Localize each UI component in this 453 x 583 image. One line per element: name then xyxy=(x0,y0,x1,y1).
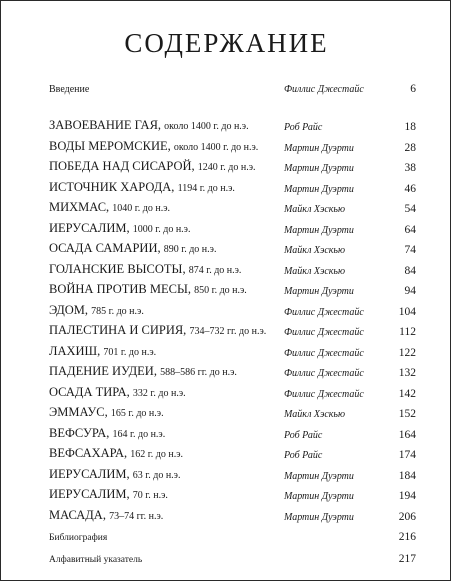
entry-page: 6 xyxy=(410,83,416,95)
entry-title: ПАДЕНИЕ ИУДЕИ, xyxy=(49,364,157,378)
entry-author: Майкл Хэскью xyxy=(284,265,346,277)
entry-date: 850 г. до н.э. xyxy=(194,285,247,296)
entry-page: 94 xyxy=(404,285,416,297)
entry-author: Филлис Джестайс xyxy=(284,327,364,338)
entry-date: 701 г. до н.э. xyxy=(103,346,157,358)
entry-date: 1040 г. до н.э. xyxy=(112,203,170,214)
entry-author: Мартин Дуэрти xyxy=(284,511,354,523)
toc-entry[interactable] xyxy=(49,503,416,523)
entry-page: 152 xyxy=(398,408,416,420)
toc-entry[interactable] xyxy=(49,298,416,318)
page-title: СОДЕРЖАНИЕ xyxy=(124,28,329,58)
entry-title: ИЕРУСАЛИМ, xyxy=(49,466,130,481)
toc-entry[interactable] xyxy=(49,380,416,400)
entry-page: 174 xyxy=(398,449,416,461)
entry-page: 206 xyxy=(398,510,416,523)
entry-date: 588–586 гг. до н.э. xyxy=(160,367,237,378)
entry-author: Мартин Дуэрти xyxy=(284,491,354,502)
entry-date: 162 г. до н.э. xyxy=(130,449,183,460)
entry-author: Филлис Джестайс xyxy=(284,368,364,379)
entry-page: 18 xyxy=(404,121,416,133)
entry-page: 217 xyxy=(398,553,416,565)
toc-entry[interactable] xyxy=(49,339,416,359)
entry-date: 1194 г. до н.э. xyxy=(177,182,235,194)
entry-author: Мартин Дуэрти xyxy=(284,286,354,297)
toc-entry[interactable] xyxy=(49,257,416,277)
entry-page: 84 xyxy=(404,264,416,277)
entry-date: 874 г. до н.э. xyxy=(188,264,242,276)
entry-title: ВЕФСУРА, xyxy=(49,425,110,440)
toc-entry[interactable] xyxy=(49,216,416,236)
entry-title: ОСАДА ТИРА, xyxy=(49,384,130,399)
toc-entry[interactable] xyxy=(49,482,416,502)
entry-author: Майкл Хэскью xyxy=(284,204,346,215)
entry-author: Филлис Джестайс xyxy=(284,388,364,400)
entry-title: ВОЙНА ПРОТИВ МЕСЫ, xyxy=(49,282,191,296)
entry-title: ИСТОЧНИК ХАРОДА, xyxy=(49,179,175,194)
toc-entry[interactable] xyxy=(49,75,416,95)
entry-title: ГОЛАНСКИЕ ВЫСОТЫ, xyxy=(49,261,186,276)
entry-title: Алфавитный указатель xyxy=(49,555,143,565)
entry-page: 184 xyxy=(398,469,416,482)
entry-date: 1000 г. до н.э. xyxy=(132,223,191,235)
entry-date: около 1400 г. до н.э. xyxy=(173,141,259,153)
entry-author: Мартин Дуэрти xyxy=(284,470,354,482)
entry-author: Роб Райс xyxy=(284,450,323,461)
entry-author: Филлис Джестайс xyxy=(284,347,364,359)
entry-page: 112 xyxy=(399,326,416,338)
entry-author: Роб Райс xyxy=(284,429,323,441)
toc-entry[interactable] xyxy=(49,154,416,174)
toc-entry[interactable] xyxy=(49,236,416,256)
entry-date: 890 г. до н.э. xyxy=(163,244,217,255)
entry-page: 74 xyxy=(404,244,416,256)
entry-page: 54 xyxy=(404,203,416,215)
toc-entry[interactable] xyxy=(49,441,416,461)
toc-entry[interactable] xyxy=(49,134,416,154)
entry-page: 46 xyxy=(404,182,416,195)
entry-title: ОСАДА САМАРИИ, xyxy=(49,241,161,255)
entry-page: 132 xyxy=(398,367,416,379)
entry-page: 38 xyxy=(404,162,416,174)
entry-author: Филлис Джестайс xyxy=(284,84,364,95)
entry-title: Библиография xyxy=(49,533,108,543)
entry-title: ПОБЕДА НАД СИСАРОЙ, xyxy=(49,159,195,173)
entry-page: 64 xyxy=(404,223,416,236)
entry-title: МИХМАС, xyxy=(49,200,110,214)
entry-author: Мартин Дуэрти xyxy=(284,142,354,154)
toc-entry-index[interactable] xyxy=(49,545,416,565)
entry-page: 194 xyxy=(398,490,416,502)
toc-entry[interactable] xyxy=(49,113,416,133)
entry-date: 73–74 гг. н.э. xyxy=(109,510,164,522)
entry-title: ПАЛЕСТИНА И СИРИЯ, xyxy=(49,323,187,337)
toc-entry[interactable] xyxy=(49,195,416,215)
entry-date: около 1400 г. до н.э. xyxy=(164,121,249,132)
entry-page: 122 xyxy=(398,346,416,359)
entry-author: Мартин Дуэрти xyxy=(284,163,354,174)
entry-title: Введение xyxy=(49,84,90,95)
entry-title: ИЕРУСАЛИМ, xyxy=(49,220,130,235)
toc-entry[interactable] xyxy=(49,318,416,338)
entry-title: ВОДЫ МЕРОМСКИЕ, xyxy=(49,138,171,153)
entry-title: ИЕРУСАЛИМ, xyxy=(49,487,130,501)
entry-title: ЭММАУС, xyxy=(49,405,108,419)
entry-author: Майкл Хэскью xyxy=(284,245,346,256)
entry-title: ЗАВОЕВАНИЕ ГАЯ, xyxy=(49,118,162,132)
entry-date: 1240 г. до н.э. xyxy=(197,162,256,173)
entry-page: 104 xyxy=(398,305,416,318)
toc-entry[interactable] xyxy=(49,277,416,297)
toc-entry[interactable] xyxy=(49,462,416,482)
entry-title: ВЕФСАХАРА, xyxy=(49,446,128,460)
entry-page: 216 xyxy=(398,531,416,543)
entry-title: ЭДОМ, xyxy=(49,302,88,317)
entry-author: Майкл Хэскью xyxy=(284,409,346,420)
entry-title: ЛАХИШ, xyxy=(49,343,101,358)
entry-date: 785 г. до н.э. xyxy=(91,305,144,317)
toc-entry[interactable] xyxy=(49,175,416,195)
entry-date: 70 г. н.э. xyxy=(132,490,168,501)
entry-title: МАСАДА, xyxy=(49,507,106,522)
entry-author: Мартин Дуэрти xyxy=(284,224,354,236)
toc-entry-bibliography[interactable] xyxy=(49,523,416,543)
entry-date: 63 г. до н.э. xyxy=(132,469,181,481)
entry-author: Филлис Джестайс xyxy=(284,306,364,318)
entry-date: 734–732 гг. до н.э. xyxy=(189,326,267,337)
entry-page: 28 xyxy=(404,141,416,154)
entry-date: 164 г. до н.э. xyxy=(112,428,166,440)
entry-page: 142 xyxy=(398,387,416,400)
toc-entry[interactable] xyxy=(49,400,416,420)
entry-author: Мартин Дуэрти xyxy=(284,183,354,195)
entry-page: 164 xyxy=(398,428,416,441)
entry-author: Роб Райс xyxy=(284,122,323,133)
entry-date: 332 г. до н.э. xyxy=(132,387,186,399)
entry-date: 165 г. до н.э. xyxy=(110,408,164,419)
toc-entry[interactable] xyxy=(49,421,416,441)
toc-entry[interactable] xyxy=(49,359,416,379)
